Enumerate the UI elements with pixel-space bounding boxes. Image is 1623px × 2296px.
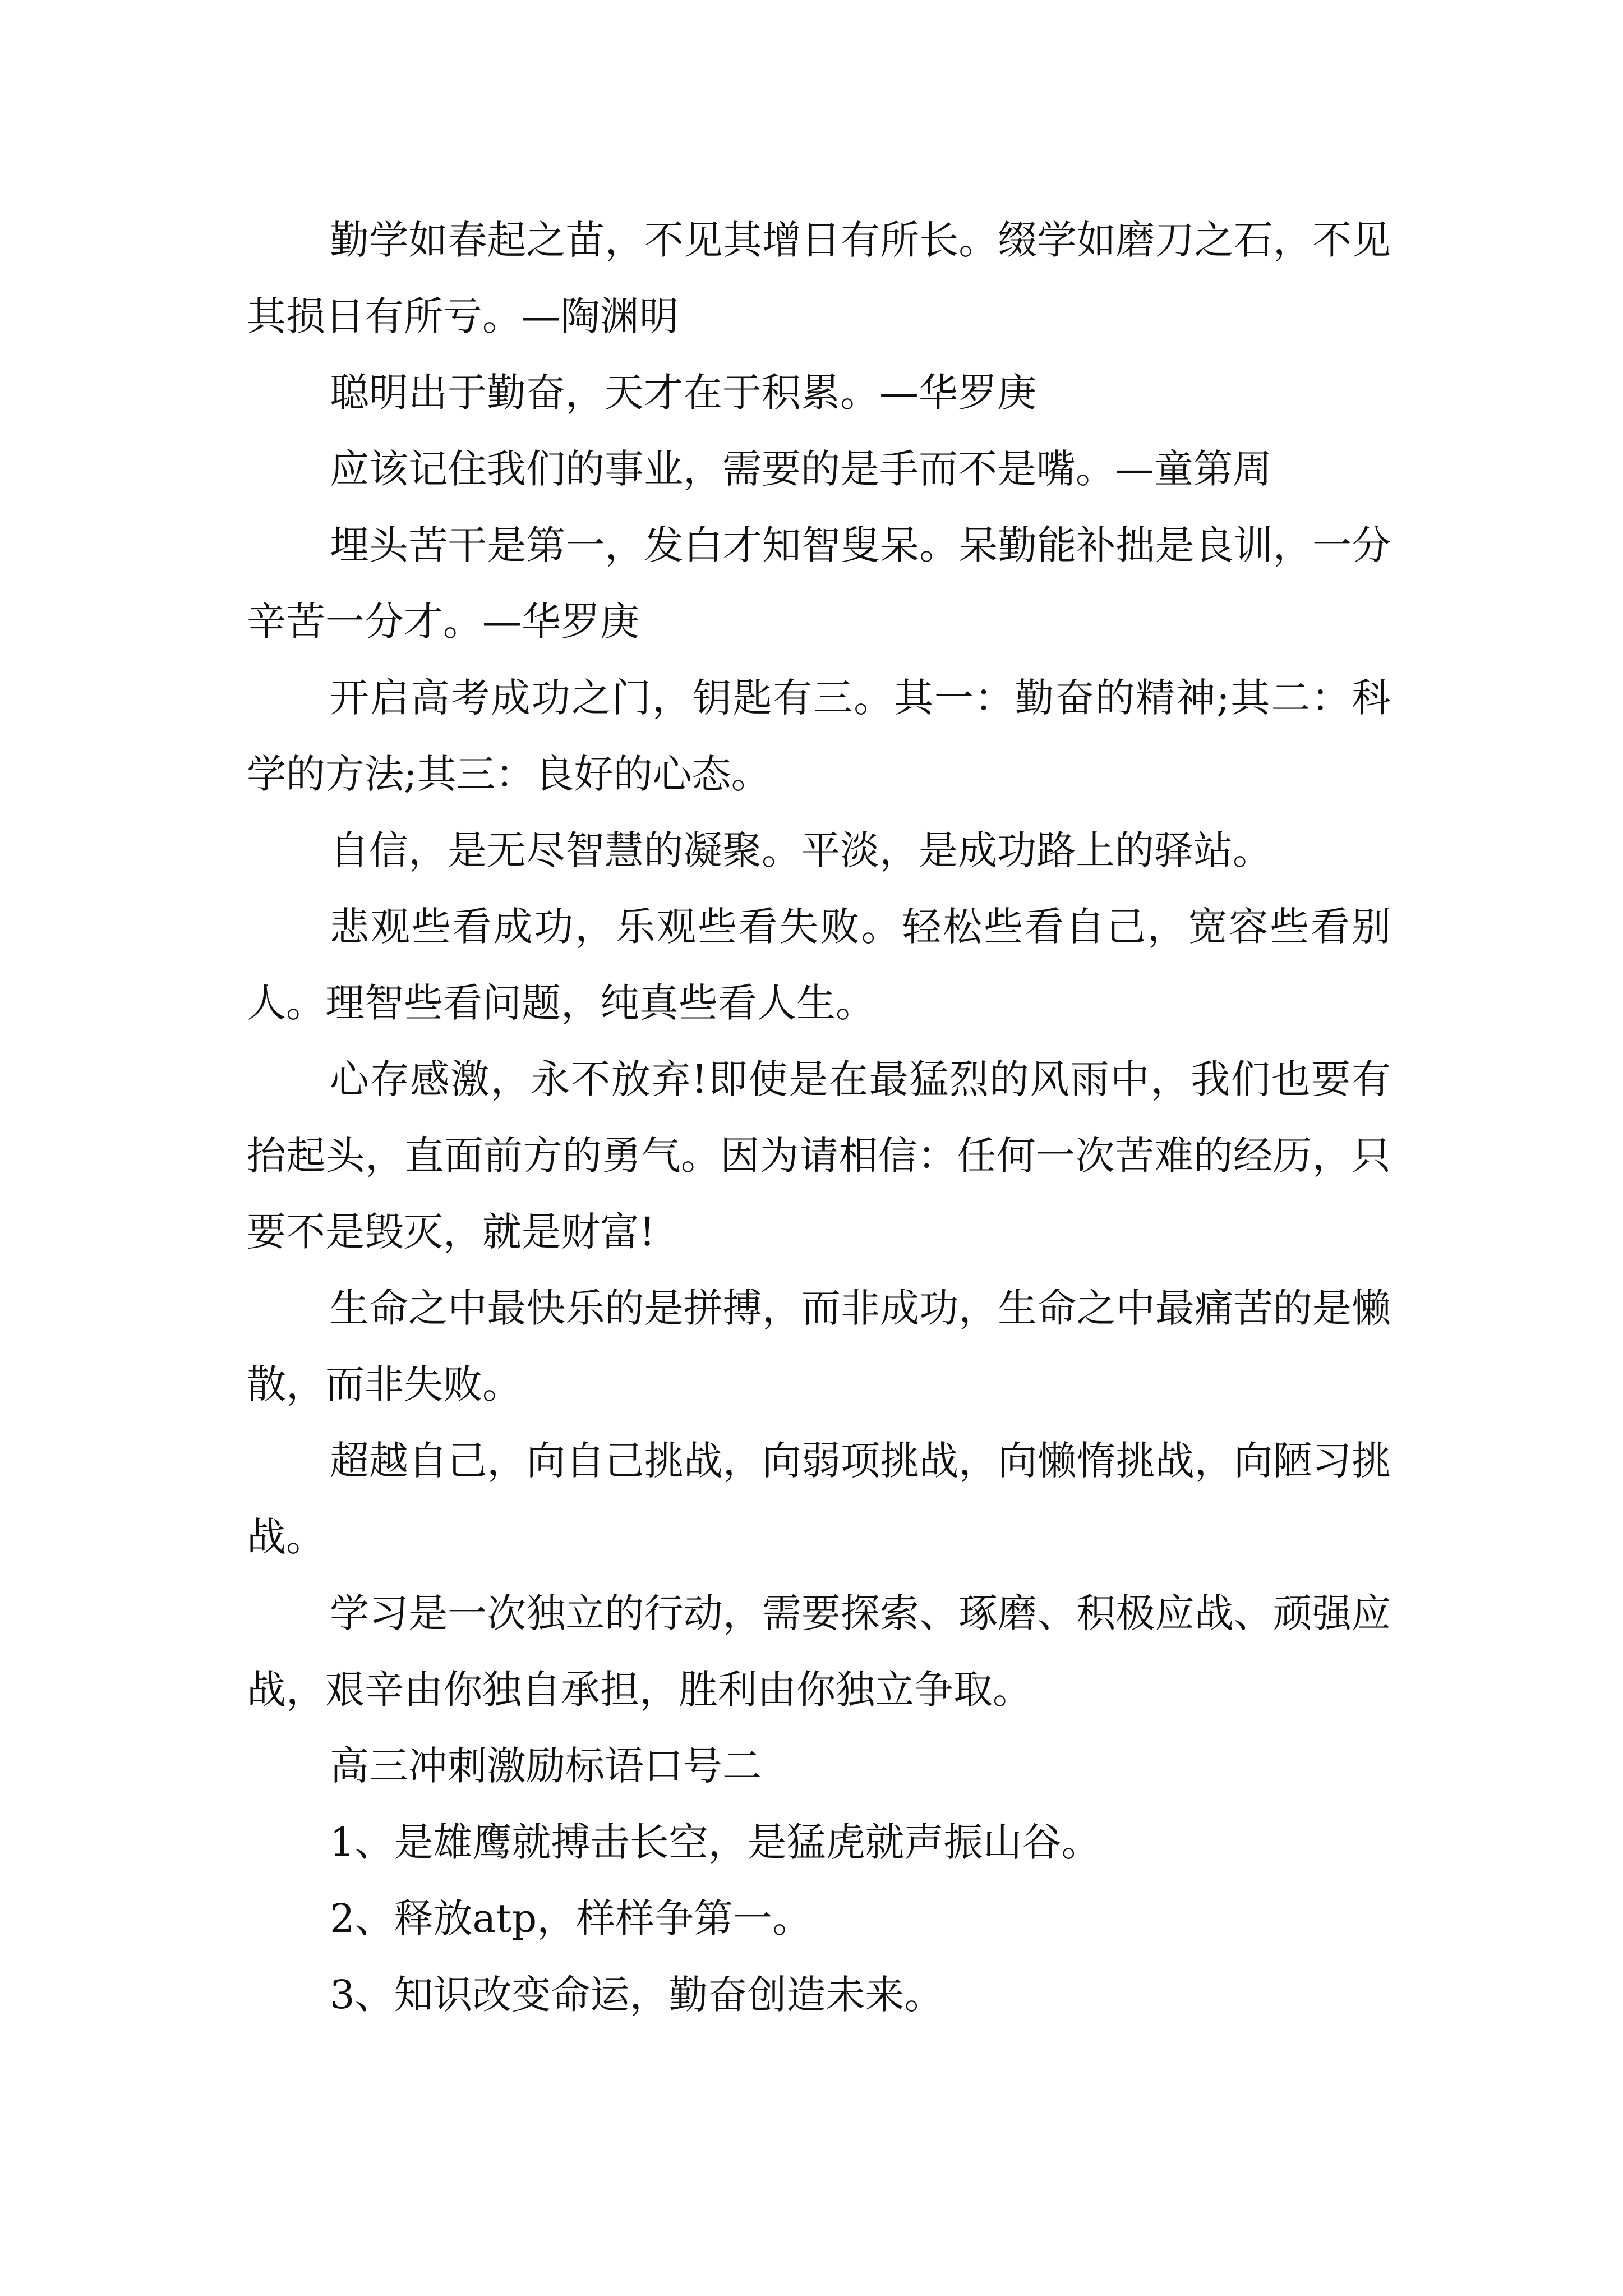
paragraph: 自信，是无尽智慧的凝聚。平淡，是成功路上的驿站。: [330, 827, 1272, 873]
paragraph: 超越自己，向自己挑战，向弱项挑战，向懒惰挑战，向陋习挑战。: [247, 1438, 1391, 1560]
paragraph: 埋头苦干是第一，发白才知智叟呆。呆勤能补拙是良训，一分辛苦一分才。—华罗庚: [247, 522, 1391, 645]
list-item: 1、是雄鹰就搏击长空，是猛虎就声振山谷。: [330, 1819, 1101, 1865]
paragraph: 心存感激，永不放弃!即使是在最猛烈的风雨中，我们也要有抬起头，直面前方的勇气。因为请相信：任何一次苦难的经历，只要不是毁灭，就是财富!: [247, 1056, 1391, 1255]
paragraph: 学习是一次独立的行动，需要探索、琢磨、积极应战、顽强应战，艰辛由你独自承担，胜利由你独立争取。: [247, 1590, 1391, 1713]
list-item: 2、释放atp，样样争第一。: [330, 1895, 812, 1941]
paragraph: 生命之中最快乐的是拼搏，而非成功，生命之中最痛苦的是懒散，而非失败。: [247, 1285, 1391, 1407]
section-heading: 高三冲刺激励标语口号二: [330, 1743, 762, 1789]
paragraph: 聪明出于勤奋，天才在于积累。—华罗庚: [330, 370, 1036, 416]
paragraph: 悲观些看成功，乐观些看失败。轻松些看自己，宽容些看别人。理智些看问题，纯真些看人生。: [247, 904, 1391, 1026]
document-body: [247, 202, 1391, 2033]
paragraph: 开启高考成功之门，钥匙有三。其一：勤奋的精神;其二：科学的方法;其三：良好的心态。: [247, 675, 1391, 797]
paragraph: 勤学如春起之苗，不见其增日有所长。缀学如磨刀之石，不见其损日有所亏。—陶渊明: [247, 217, 1391, 339]
paragraph: 应该记住我们的事业，需要的是手而不是嘴。—童第周: [330, 446, 1272, 492]
list-item: 3、知识改变命运，勤奋创造未来。: [330, 1972, 944, 2018]
